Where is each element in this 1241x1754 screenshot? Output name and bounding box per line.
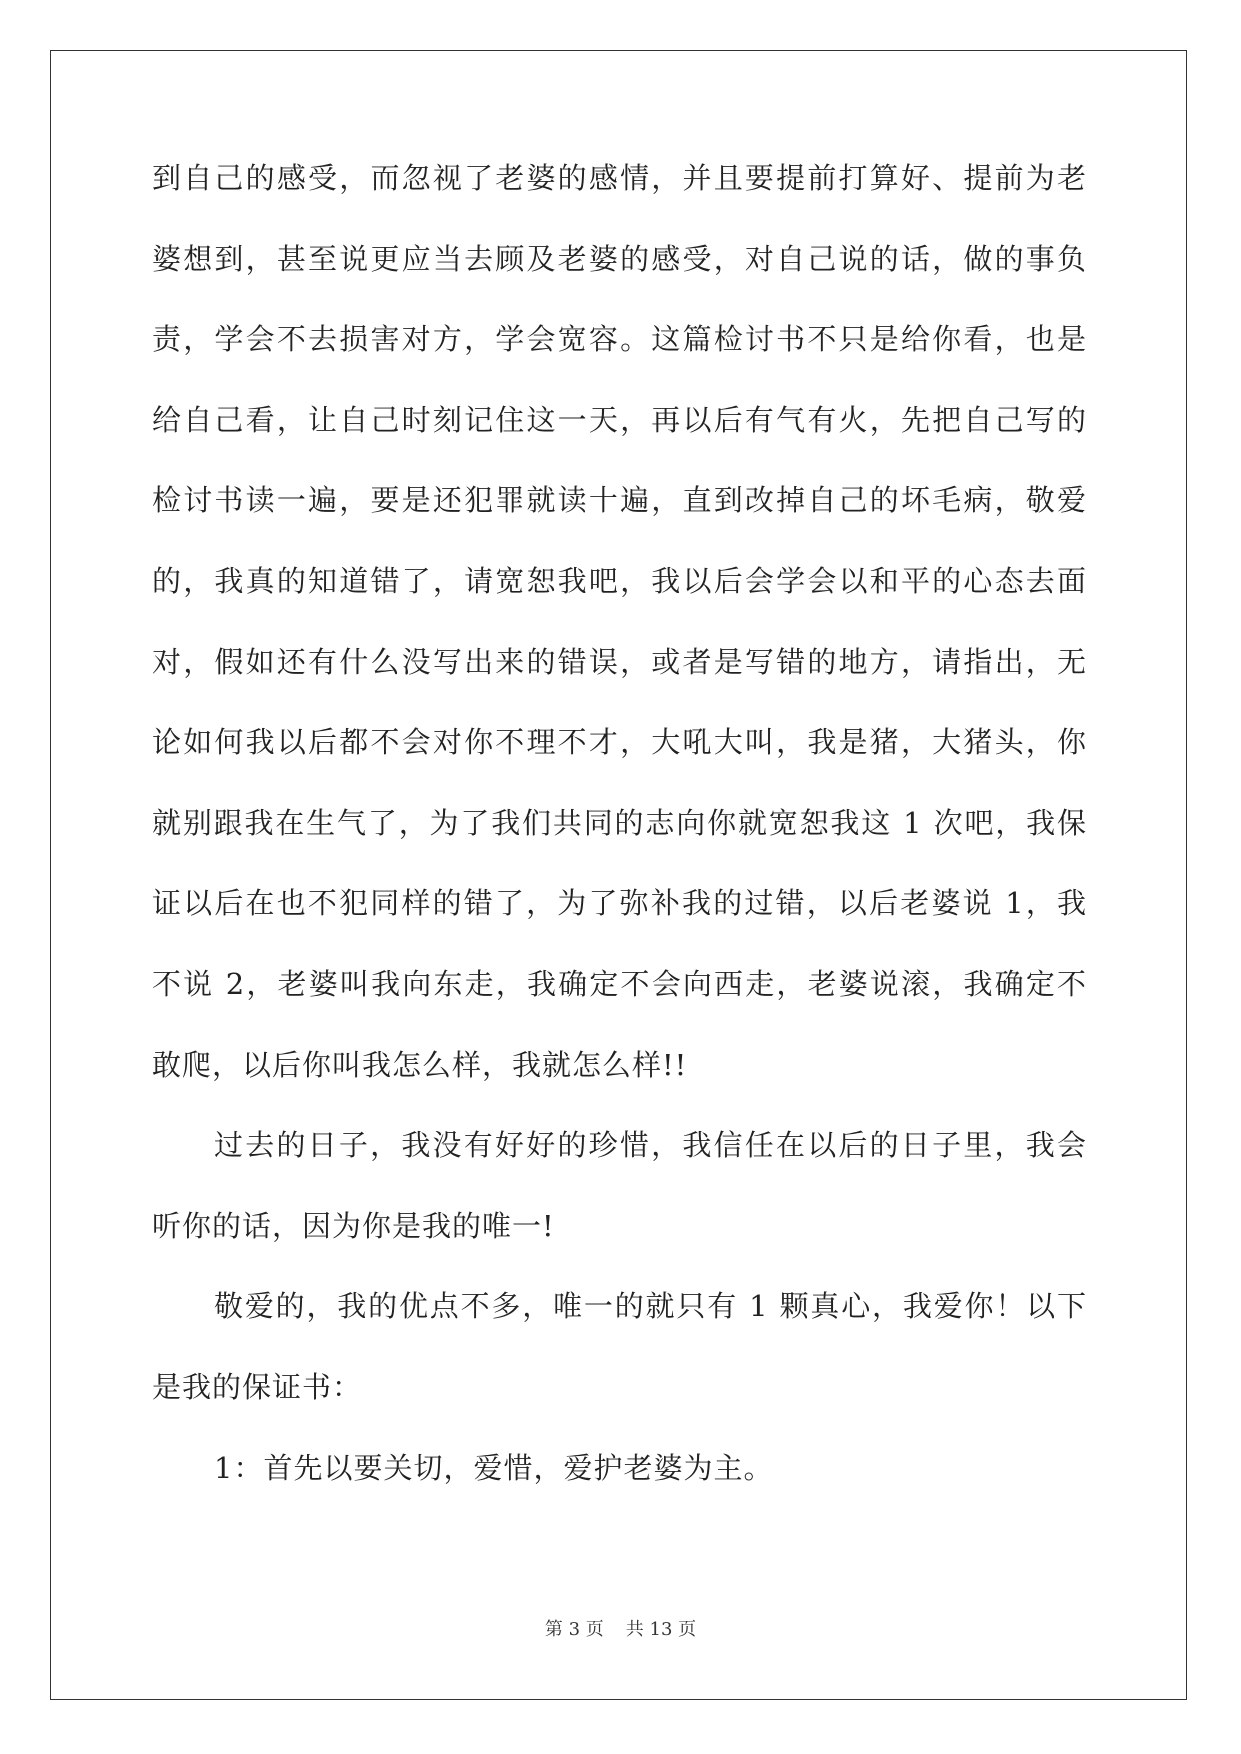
text-line: 责，学会不去损害对方，学会宽容。这篇检讨书不只是给你看，也是 bbox=[152, 322, 1087, 357]
text-line: 敢爬，以后你叫我怎么样，我就怎么样!! bbox=[152, 1047, 688, 1082]
text-line: 过去的日子，我没有好好的珍惜，我信任在以后的日子里，我会 bbox=[214, 1128, 1087, 1163]
text-line: 1：首先以要关切，爱惜，爱护老婆为主。 bbox=[214, 1450, 774, 1485]
page-footer bbox=[0, 1615, 1241, 1641]
text-line: 证以后在也不犯同样的错了，为了弥补我的过错，以后老婆说 1，我 bbox=[152, 886, 1087, 921]
text-line: 论如何我以后都不会对你不理不才，大吼大叫，我是猪，大猪头，你 bbox=[152, 725, 1087, 760]
text-line: 给自己看，让自己时刻记住这一天，再以后有气有火，先把自己写的 bbox=[152, 402, 1087, 437]
text-line: 就别跟我在生气了，为了我们共同的志向你就宽恕我这 1 次吧，我保 bbox=[152, 805, 1087, 840]
page-number: 第 3 页 bbox=[544, 1619, 604, 1640]
text-line: 对，假如还有什么没写出来的错误，或者是写错的地方，请指出，无 bbox=[152, 644, 1087, 679]
text-line: 检讨书读一遍，要是还犯罪就读十遍，直到改掉自己的坏毛病，敬爱 bbox=[152, 483, 1087, 518]
text-line: 听你的话，因为你是我的唯一! bbox=[152, 1208, 555, 1243]
text-line: 的，我真的知道错了，请宽恕我吧，我以后会学会以和平的心态去面 bbox=[152, 563, 1087, 598]
page-total: 共 13 页 bbox=[625, 1619, 697, 1640]
text-line: 敬爱的，我的优点不多，唯一的就只有 1 颗真心，我爱你！以下 bbox=[214, 1289, 1087, 1324]
text-line: 是我的保证书： bbox=[152, 1369, 363, 1404]
document-body bbox=[152, 158, 1087, 1528]
text-line: 婆想到，甚至说更应当去顾及老婆的感受，对自己说的话，做的事负 bbox=[152, 241, 1087, 276]
text-line: 到自己的感受，而忽视了老婆的感情，并且要提前打算好、提前为老 bbox=[152, 161, 1087, 195]
text-line: 不说 2，老婆叫我向东走，我确定不会向西走，老婆说滚，我确定不 bbox=[152, 966, 1087, 1001]
